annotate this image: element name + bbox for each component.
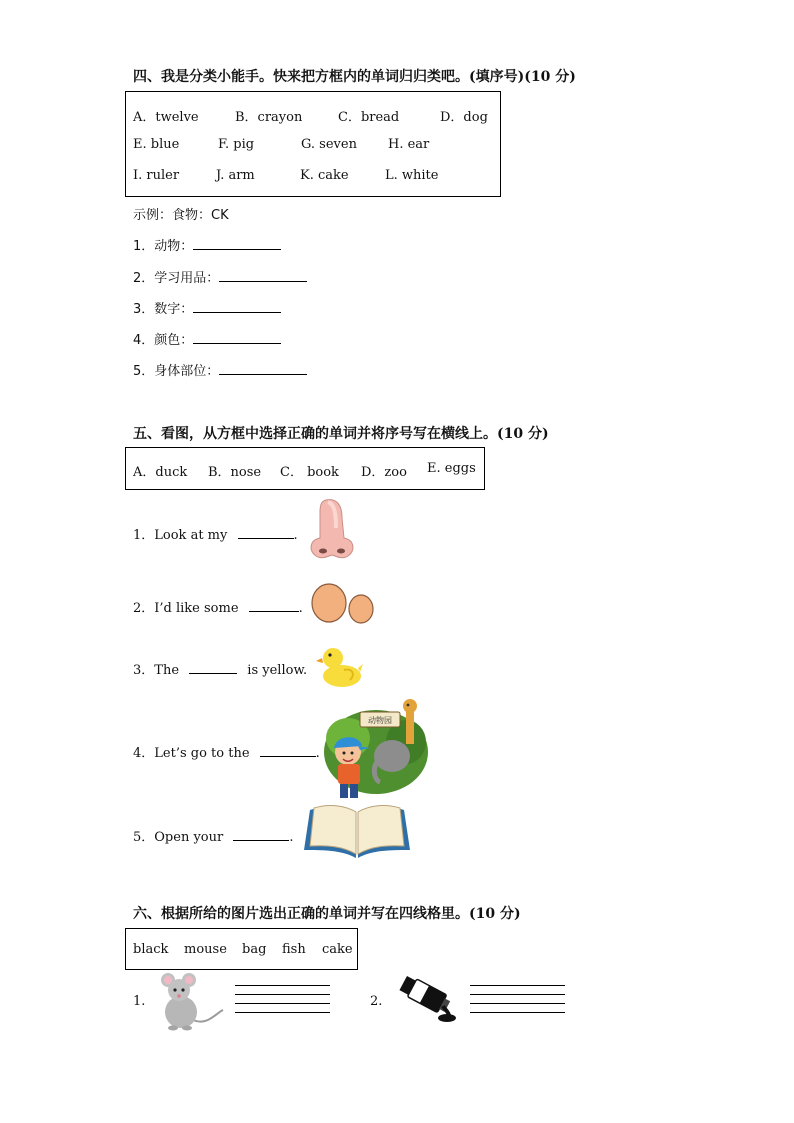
example-line: 示例：食物：CK <box>133 208 229 223</box>
classify-item-3: 3．数字： <box>133 298 281 317</box>
answer-blank[interactable] <box>233 840 289 841</box>
word-option: black <box>133 942 169 957</box>
word-option: F. pig <box>218 137 255 152</box>
item-number-1: 1. <box>133 994 146 1009</box>
black-paint-image <box>393 976 461 1024</box>
word-option: E. blue <box>133 137 180 152</box>
word-option: A．twelve <box>133 110 199 125</box>
question-1: 1．Look at my . <box>133 528 298 543</box>
word-option: cake <box>322 942 353 957</box>
answer-blank[interactable] <box>219 281 307 282</box>
word-option: B．crayon <box>235 110 303 125</box>
answer-blank[interactable] <box>193 249 281 250</box>
word-option: fish <box>282 942 306 957</box>
duck-image <box>316 642 364 690</box>
question-5: 5．Open your . <box>133 830 294 845</box>
section-4-heading: 四、我是分类小能手。快来把方框内的单词归归类吧。(填序号)(10 分) <box>133 69 576 85</box>
zoo-image <box>318 698 430 802</box>
word-option: C．bread <box>338 110 400 125</box>
word-option: G. seven <box>301 137 357 152</box>
answer-blank[interactable] <box>249 611 299 612</box>
zoo-sign: 动物园 <box>368 716 392 725</box>
word-option: I. ruler <box>133 168 180 183</box>
mouse-image <box>155 970 225 1032</box>
word-option: L. white <box>385 168 439 183</box>
word-option: bag <box>242 942 267 957</box>
word-option: B．nose <box>208 465 262 480</box>
word-box-4 <box>125 91 501 197</box>
question-3: 3．The is yellow. <box>133 663 308 678</box>
word-box-5 <box>125 447 485 490</box>
section-6-heading: 六、根据所给的图片选出正确的单词并写在四线格里。(10 分) <box>133 906 521 922</box>
answer-blank[interactable] <box>193 312 281 313</box>
word-option: D．dog <box>440 110 488 125</box>
word-box-6 <box>125 928 358 970</box>
classify-item-5: 5．身体部位： <box>133 360 307 379</box>
nose-image <box>306 498 358 562</box>
answer-blank[interactable] <box>219 374 307 375</box>
word-option: C． book <box>280 465 339 480</box>
answer-blank[interactable] <box>193 343 281 344</box>
word-option: J. arm <box>216 168 255 183</box>
word-option: mouse <box>184 942 227 957</box>
answer-blank[interactable] <box>189 673 237 674</box>
classify-item-1: 1．动物： <box>133 235 281 254</box>
word-option: A．duck <box>133 465 188 480</box>
question-2: 2．I’d like some . <box>133 601 303 616</box>
word-option: H. ear <box>388 137 430 152</box>
word-option: K. cake <box>300 168 349 183</box>
classify-item-4: 4．颜色： <box>133 329 281 348</box>
section-5-heading: 五、看图，从方框中选择正确的单词并将序号写在横线上。(10 分) <box>133 426 549 442</box>
word-option: E. eggs <box>427 461 476 476</box>
word-option: D．zoo <box>361 465 407 480</box>
eggs-image <box>310 582 376 626</box>
item-number-2: 2. <box>370 994 383 1009</box>
answer-blank[interactable] <box>260 756 316 757</box>
answer-blank[interactable] <box>238 538 294 539</box>
question-4: 4．Let’s go to the . <box>133 746 320 761</box>
book-image <box>302 802 412 862</box>
classify-item-2: 2．学习用品： <box>133 267 307 286</box>
